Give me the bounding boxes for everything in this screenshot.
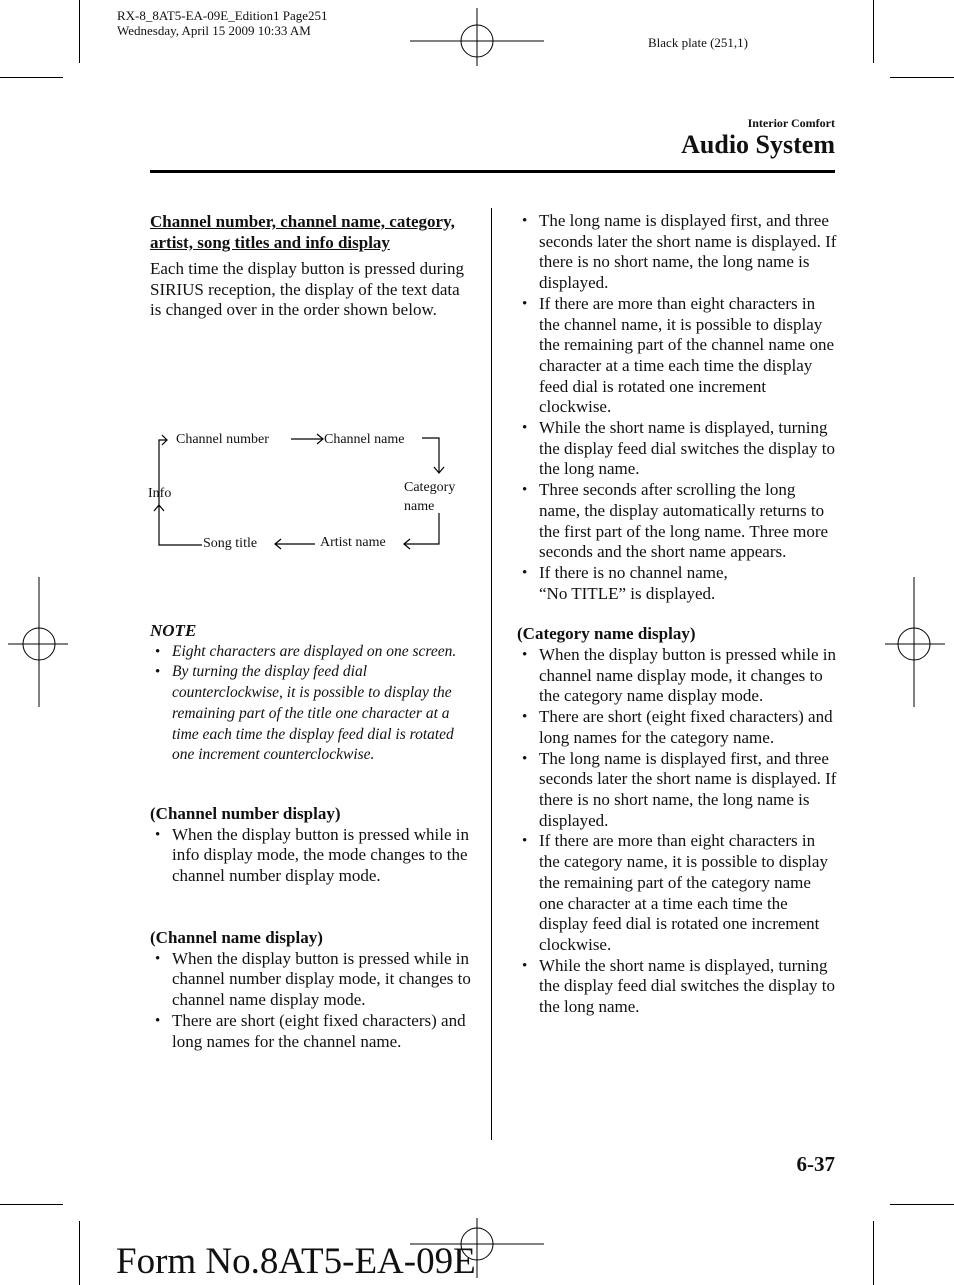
header-rule xyxy=(150,170,835,173)
diagram-artist-name: Artist name xyxy=(320,535,386,550)
registration-mark-right xyxy=(885,577,945,707)
diagram-info: Info xyxy=(148,486,172,501)
channel-name-continued-list xyxy=(517,211,837,604)
diagram-channel-name: Channel name xyxy=(324,432,405,447)
form-number: Form No.8AT5-EA-09E xyxy=(116,1241,476,1282)
channel-number-heading: (Channel number display) xyxy=(150,804,341,823)
list-item: • There are short (eight fixed characters) and long names for the channel name. xyxy=(150,1011,472,1052)
list-item: • There are short (eight fixed characters) and long names for the category name. xyxy=(517,707,837,748)
section-label: Interior Comfort xyxy=(747,116,835,130)
note-item: • Eight characters are displayed on one screen. xyxy=(150,642,472,663)
list-item: • While the short name is displayed, turning the display feed dial switches the display to the long name. xyxy=(517,956,837,1018)
channel-number-section xyxy=(150,804,472,887)
list-item: • If there is no channel name, “No TITLE” is displayed. xyxy=(517,563,837,604)
channel-name-list xyxy=(150,949,472,1053)
note-item: • By turning the display feed dial counterclockwise, it is possible to display the remaining part of the title one character at a time each time the display feed dial is rotated one increment counterclockwise. xyxy=(150,662,472,766)
list-item: • When the display button is pressed while in channel name display mode, it changes to the category name display mode. xyxy=(517,645,837,707)
note-block xyxy=(150,621,472,766)
black-plate-label: Black plate (251,1) xyxy=(648,35,748,50)
channel-name-section xyxy=(150,928,472,1052)
channel-number-list xyxy=(150,825,472,887)
list-item: • When the display button is pressed while in channel number display mode, it changes to channel name display mode. xyxy=(150,949,472,1011)
category-name-list xyxy=(517,645,837,1018)
channel-name-heading: (Channel name display) xyxy=(150,928,323,947)
list-item: • The long name is displayed first, and three seconds later the short name is displayed. If there is no short name, the long name is displayed. xyxy=(517,749,837,832)
intro-paragraph: Each time the display button is pressed during SIRIUS reception, the display of the text data is changed over in the order shown below. xyxy=(150,259,464,320)
diagram-channel-number: Channel number xyxy=(176,432,269,447)
note-title: NOTE xyxy=(150,621,197,640)
list-item: • If there are more than eight characters in the category name, it is possible to display the remaining part of the category name one character at a time each time the display feed dial is rotated one increment clockwise. xyxy=(517,831,837,955)
diagram-category-line1: Category xyxy=(404,480,456,495)
right-column xyxy=(517,211,837,1018)
diagram-category-line2: name xyxy=(404,499,435,514)
registration-mark-left xyxy=(8,577,68,707)
note-list xyxy=(150,642,472,766)
registration-mark-top xyxy=(410,8,544,66)
list-item: • While the short name is displayed, turning the display feed dial switches the display to the long name. xyxy=(517,418,837,480)
section-heading: Channel number, channel name, category, artist, song titles and info display xyxy=(150,212,455,252)
page-number: 6-37 xyxy=(796,1152,835,1176)
list-item: • If there are more than eight characters in the channel name, it is possible to display the remaining part of the channel name one character at a time each time the display feed dial is rotated one increment clockwise. xyxy=(517,294,837,418)
diagram-song-title: Song title xyxy=(203,536,258,551)
category-name-heading: (Category name display) xyxy=(517,624,696,644)
print-header-file: RX-8_8AT5-EA-09E_Edition1 Page251 xyxy=(117,8,328,23)
list-item: • When the display button is pressed while in info display mode, the mode changes to the channel number display mode. xyxy=(150,825,472,887)
display-cycle-diagram xyxy=(145,425,475,560)
list-item: • The long name is displayed first, and three seconds later the short name is displayed. If there is no short name, the long name is displayed. xyxy=(517,211,837,294)
list-item: • Three seconds after scrolling the long name, the display automatically returns to the first part of the long name. Three more seconds and the short name appears. xyxy=(517,480,837,563)
column-divider xyxy=(491,208,492,1140)
page-title: Audio System xyxy=(681,130,835,159)
left-column-top xyxy=(150,211,470,321)
print-header xyxy=(117,8,328,38)
print-header-date: Wednesday, April 15 2009 10:33 AM xyxy=(117,23,311,38)
